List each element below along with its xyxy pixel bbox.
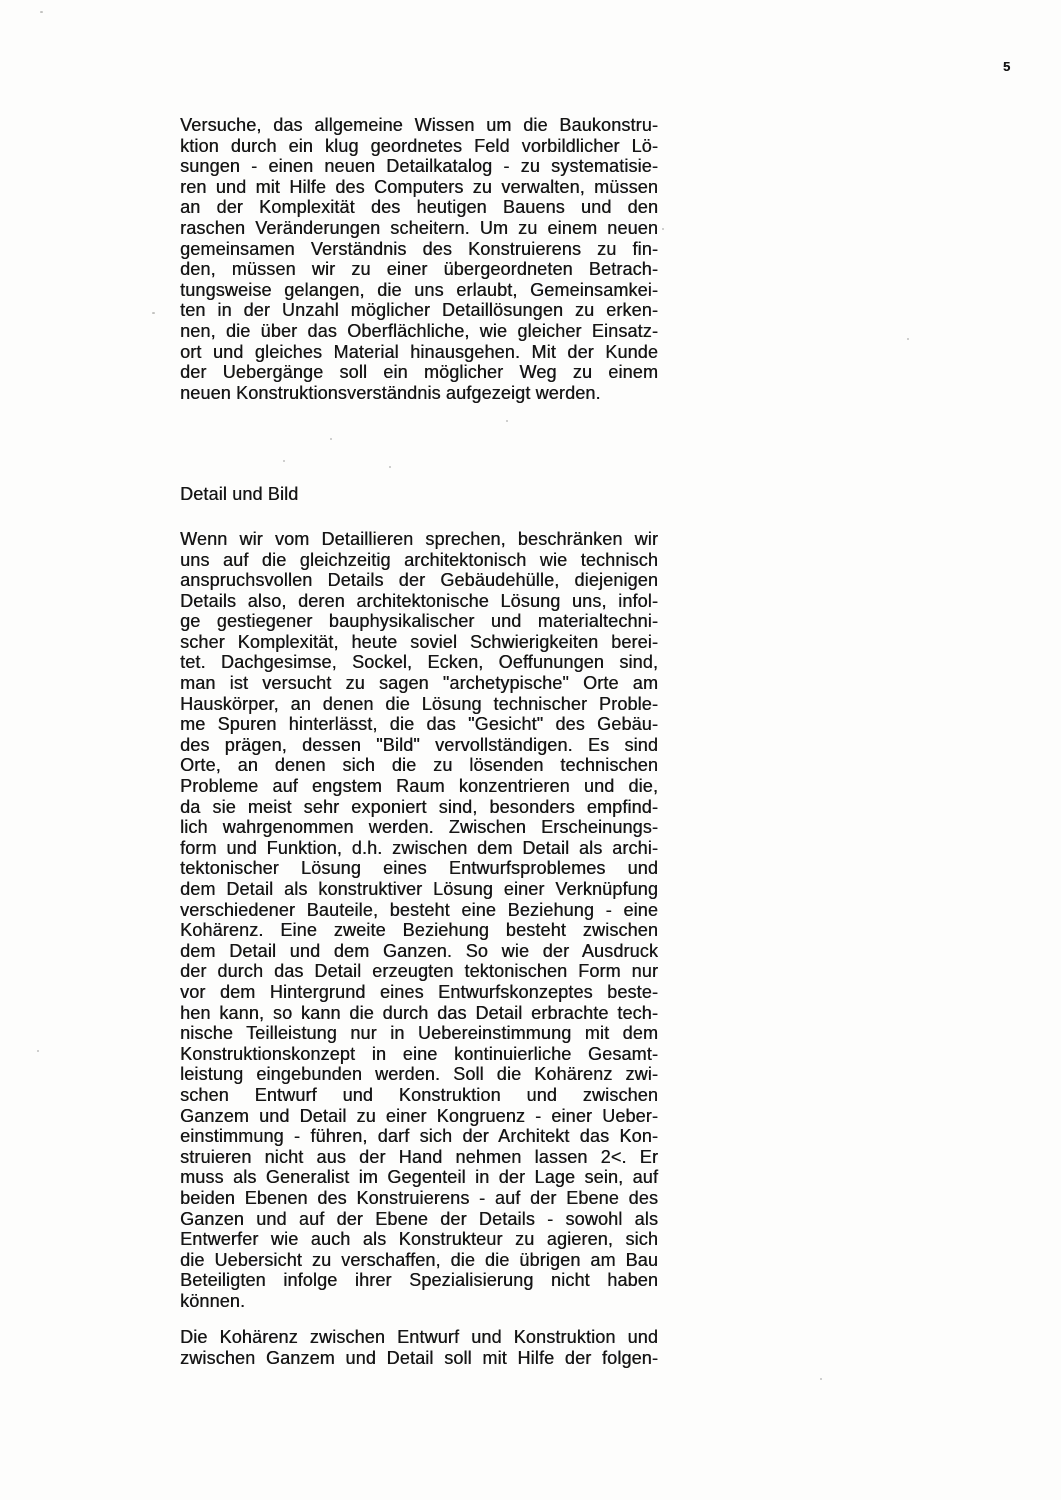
text-line: tektonischer Lösung eines Entwurfsproblemes und [180, 858, 658, 879]
text-line: Konstruktionskonzept in eine kontinuierliche Gesamt- [180, 1043, 658, 1064]
text-line: dem Detail und dem Ganzen. So wie der Ausdruck [180, 940, 658, 961]
text-line: Wenn wir vom Detaillieren sprechen, beschränken wir [180, 528, 658, 549]
text-line: neuen Konstruktionsverständnis aufgezeigt werden. [180, 382, 601, 403]
paragraph-intro [180, 115, 658, 403]
text-line: Ganzem und Detail zu einer Kongruenz - einer Ueber- [180, 1105, 658, 1126]
text-line: an der Komplexität des heutigen Bauens und den [180, 197, 658, 218]
paragraph-kohaerenz [180, 1327, 658, 1368]
text-line: form und Funktion, d.h. zwischen dem Detail als archi- [180, 837, 658, 858]
page-number: 5 [1003, 59, 1011, 74]
scan-speckle [283, 460, 285, 462]
text-line: ge gestiegener bauphysikalischer und materialtechni- [180, 611, 658, 632]
text-line: man ist versucht zu sagen "archetypische" Orte am [180, 673, 658, 694]
text-line: Beteiligten infolge ihrer Spezialisierung nicht haben [180, 1270, 658, 1291]
text-line: Versuche, das allgemeine Wissen um die Baukonstru- [180, 115, 658, 135]
text-line: Probleme auf engstem Raum konzentrieren und die, [180, 776, 658, 797]
text-line: der Uebergänge soll ein möglicher Weg zu einem [180, 362, 658, 383]
text-line: können. [180, 1290, 246, 1311]
text-line: nen, die über das Oberflächliche, wie gleicher Einsatz- [180, 320, 658, 341]
text-line: vor dem Hintergrund eines Entwurfskonzeptes beste- [180, 981, 658, 1002]
text-line: Entwerfer wie auch als Konstrukteur zu agieren, sich [180, 1229, 658, 1250]
text-line: Kohärenz. Eine zweite Beziehung besteht zwischen [180, 920, 658, 941]
text-line: ren und mit Hilfe des Computers zu verwalten, müssen [180, 176, 658, 197]
text-line: des prägen, dessen "Bild" vervollständigen. Es sind [180, 734, 658, 755]
text-line: schen Entwurf und Konstruktion und zwischen [180, 1084, 658, 1105]
scan-speckle [907, 338, 909, 340]
text-line: der durch das Detail erzeugten tektonischen Form nur [180, 961, 658, 982]
text-line: Hauskörper, an denen die Lösung technischer Proble- [180, 693, 658, 714]
text-line: einstimmung - führen, darf sich der Architekt das Kon- [180, 1126, 658, 1147]
text-line: anspruchsvollen Details der Gebäudehülle, diejenigen [180, 570, 658, 591]
text-line: da sie meist sehr exponiert sind, besonders empfind- [180, 796, 658, 817]
text-line: tungsweise gelangen, die uns erlaubt, Gemeinsamkei- [180, 279, 658, 300]
text-line: Die Kohärenz zwischen Entwurf und Konstruktion und [180, 1327, 658, 1348]
text-line: hen kann, so kann die durch das Detail erbrachte tech- [180, 1002, 658, 1023]
text-line: ktion durch ein klug geordnetes Feld vorbildlicher Lö- [180, 135, 658, 156]
scan-speckle [820, 1378, 822, 1380]
text-line: dem Detail als konstruktiver Lösung einer Verknüpfung [180, 879, 658, 899]
text-line: tet. Dachgesimse, Sockel, Ecken, Oeffunungen sind, [180, 652, 658, 673]
text-line: gemeinsamen Verständnis des Konstruierens zu fin- [180, 238, 658, 259]
text-line: zwischen Ganzem und Detail soll mit Hilfe der folgen- [180, 1348, 658, 1369]
section-heading: Detail und Bild [180, 484, 299, 505]
text-line: lich wahrgenommen werden. Zwischen Erscheinungs- [180, 817, 658, 838]
text-line: die Uebersicht zu verschaffen, die die übrigen am Bau [180, 1249, 658, 1270]
text-line: struieren nicht aus der Hand nehmen lassen 2<. Er [180, 1146, 658, 1167]
text-line: den, müssen wir zu einer übergeordneten Betrach- [180, 259, 658, 280]
scan-speckle [330, 438, 332, 440]
paragraph-detail-und-bild [180, 529, 658, 1312]
text-column [180, 115, 658, 1369]
scan-speckle [506, 420, 508, 422]
scan-speckle [40, 11, 43, 13]
text-line: Ganzen und auf der Ebene der Details - sowohl als [180, 1208, 658, 1229]
text-line: verschiedener Bauteile, besteht eine Beziehung - eine [180, 899, 658, 920]
text-line: me Spuren hinterlässt, die das "Gesicht" des Gebäu- [180, 714, 658, 735]
text-line: uns auf die gleichzeitig architektonisch wie technisch [180, 549, 658, 570]
text-line: nische Teilleistung nur in Uebereinstimmung mit dem [180, 1023, 658, 1044]
scan-speckle [389, 466, 391, 468]
scan-speckle [662, 228, 664, 230]
text-line: muss als Generalist im Gegenteil in der Lage sein, auf [180, 1167, 658, 1188]
text-line: beiden Ebenen des Konstruierens - auf der Ebene des [180, 1187, 658, 1208]
scan-speckle [152, 312, 155, 314]
text-line: scher Komplexität, heute soviel Schwierigkeiten berei- [180, 631, 658, 652]
text-line: Details also, deren architektonische Lösung uns, infol- [180, 590, 658, 611]
text-line: ten in der Unzahl möglicher Detaillösungen zu erken- [180, 300, 658, 321]
text-line: Orte, an denen sich die zu lösenden technischen [180, 755, 658, 776]
text-line: raschen Veränderungen scheitern. Um zu einem neuen [180, 217, 658, 238]
text-line: sungen - einen neuen Detailkatalog - zu systematisie- [180, 156, 658, 177]
scan-speckle [37, 1050, 39, 1052]
text-line: ort und gleiches Material hinausgehen. Mit der Kunde [180, 341, 658, 362]
text-line: leistung eingebunden werden. Soll die Kohärenz zwi- [180, 1064, 658, 1085]
